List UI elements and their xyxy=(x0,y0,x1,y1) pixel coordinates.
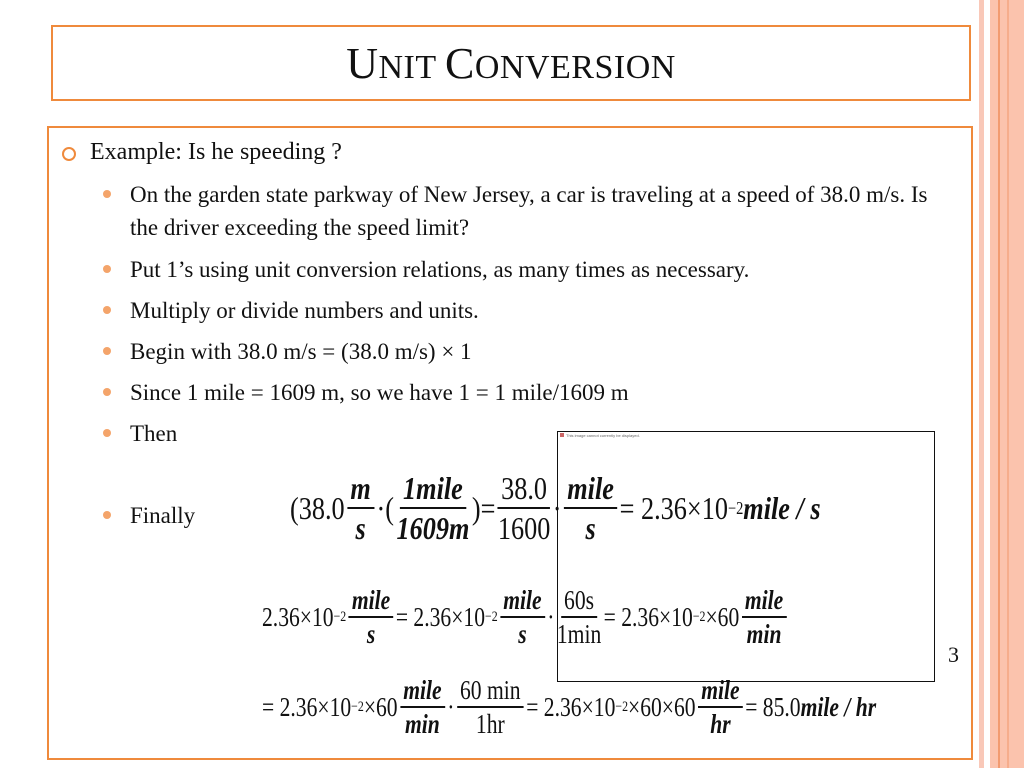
fraction xyxy=(396,470,469,547)
exponent: −2 xyxy=(615,699,629,716)
title-cap: C xyxy=(445,38,475,88)
title-part: NIT xyxy=(378,48,445,86)
equation-term: · xyxy=(547,602,555,633)
bullet-dot-icon xyxy=(103,265,111,273)
exponent: −2 xyxy=(351,699,364,716)
numerator: mile xyxy=(698,675,743,708)
slide-title xyxy=(346,38,676,89)
equation-term: = 2.36×10 xyxy=(262,692,352,723)
equation-term: = 2.36×10 xyxy=(603,602,693,633)
decor-stripe xyxy=(998,0,1000,768)
bullet-dot-icon xyxy=(103,347,111,355)
exponent: −2 xyxy=(692,609,706,626)
denominator: min xyxy=(404,709,440,740)
equation-term: ·( xyxy=(376,490,395,527)
equation-term: mile / hr xyxy=(800,692,877,723)
numerator: 1mile xyxy=(400,470,466,509)
numerator: mile xyxy=(564,470,617,509)
exponent: −2 xyxy=(333,609,347,626)
fraction xyxy=(698,675,743,740)
numerator: mile xyxy=(349,585,394,618)
denominator: 1609m xyxy=(396,509,470,546)
equation-term: · xyxy=(447,692,455,723)
bullet-text: Put 1’s using unit conversion relations, as many times as necessary. xyxy=(130,257,750,282)
bullet-dot-icon xyxy=(103,511,111,519)
denominator: min xyxy=(746,619,782,650)
numerator: mile xyxy=(500,585,545,618)
denominator: s xyxy=(355,509,366,546)
bullet-dot-icon xyxy=(103,306,111,314)
decor-stripe xyxy=(979,0,984,768)
title-part: ONVERSION xyxy=(474,48,676,86)
bullet-dot-icon xyxy=(103,429,111,437)
fraction xyxy=(400,675,445,740)
bullet-text: On the garden state parkway of New Jersey, a car is traveling at a speed of 38.0 m/s. Is the driver exceeding the speed limit? xyxy=(130,182,928,240)
equation-term: = 85.0 xyxy=(745,692,801,723)
equation-term: ×60 xyxy=(705,602,740,633)
title-cap: U xyxy=(346,38,379,88)
bullet-text: Since 1 mile = 1609 m, so we have 1 = 1 mile/1609 m xyxy=(130,380,629,405)
numerator: mile xyxy=(400,675,445,708)
example-heading: Example: Is he speeding ? xyxy=(90,139,342,165)
numerator: mile xyxy=(742,585,787,618)
equation-hr xyxy=(262,675,876,740)
fraction xyxy=(457,675,524,740)
bullet-dot-icon xyxy=(103,388,111,396)
fraction xyxy=(347,470,374,547)
broken-image-text: This image cannot currently be displayed. xyxy=(566,433,640,438)
equation-term: ×60 xyxy=(363,692,398,723)
title-box xyxy=(51,25,971,101)
decor-stripe xyxy=(1007,0,1009,768)
equation-term: ×60×60 xyxy=(628,692,696,723)
bullet-text: Begin with 38.0 m/s = (38.0 m/s) × 1 xyxy=(130,339,472,364)
page-number: 3 xyxy=(948,642,959,667)
denominator: hr xyxy=(710,709,731,740)
equation-term: · xyxy=(552,490,562,527)
bullet-ring-icon xyxy=(62,147,76,161)
equation-term: (38.0 xyxy=(290,490,345,527)
denominator: 1600 xyxy=(497,509,551,546)
denominator: s xyxy=(585,509,596,546)
exponent: −2 xyxy=(485,609,498,626)
denominator: 1min xyxy=(556,619,602,650)
fraction xyxy=(500,585,545,650)
bullet-text: Multiply or divide numbers and units. xyxy=(130,298,479,323)
denominator: s xyxy=(366,619,376,650)
equation-term: mile / s xyxy=(743,490,821,527)
numerator: 38.0 xyxy=(498,470,550,509)
broken-image-placeholder xyxy=(557,431,935,682)
equation-term: = 2.36×10 xyxy=(619,490,728,527)
exponent: −2 xyxy=(727,498,744,519)
equation-term: = 2.36×10 xyxy=(526,692,616,723)
bullet-text: Then xyxy=(130,421,178,446)
equation-term: )= xyxy=(471,490,496,527)
bullet-dot-icon xyxy=(103,190,111,198)
numerator: m xyxy=(347,470,374,509)
numerator: 60 min xyxy=(457,675,524,708)
equation-term: 2.36×10 xyxy=(262,602,334,633)
equation-term: = 2.36×10 xyxy=(395,602,485,633)
broken-image-icon xyxy=(560,433,564,437)
fraction xyxy=(349,585,394,650)
bullet-text: Finally xyxy=(130,503,196,528)
fraction xyxy=(498,470,550,547)
numerator: 60s xyxy=(561,585,597,618)
denominator: s xyxy=(518,619,527,650)
denominator: 1hr xyxy=(475,709,505,740)
